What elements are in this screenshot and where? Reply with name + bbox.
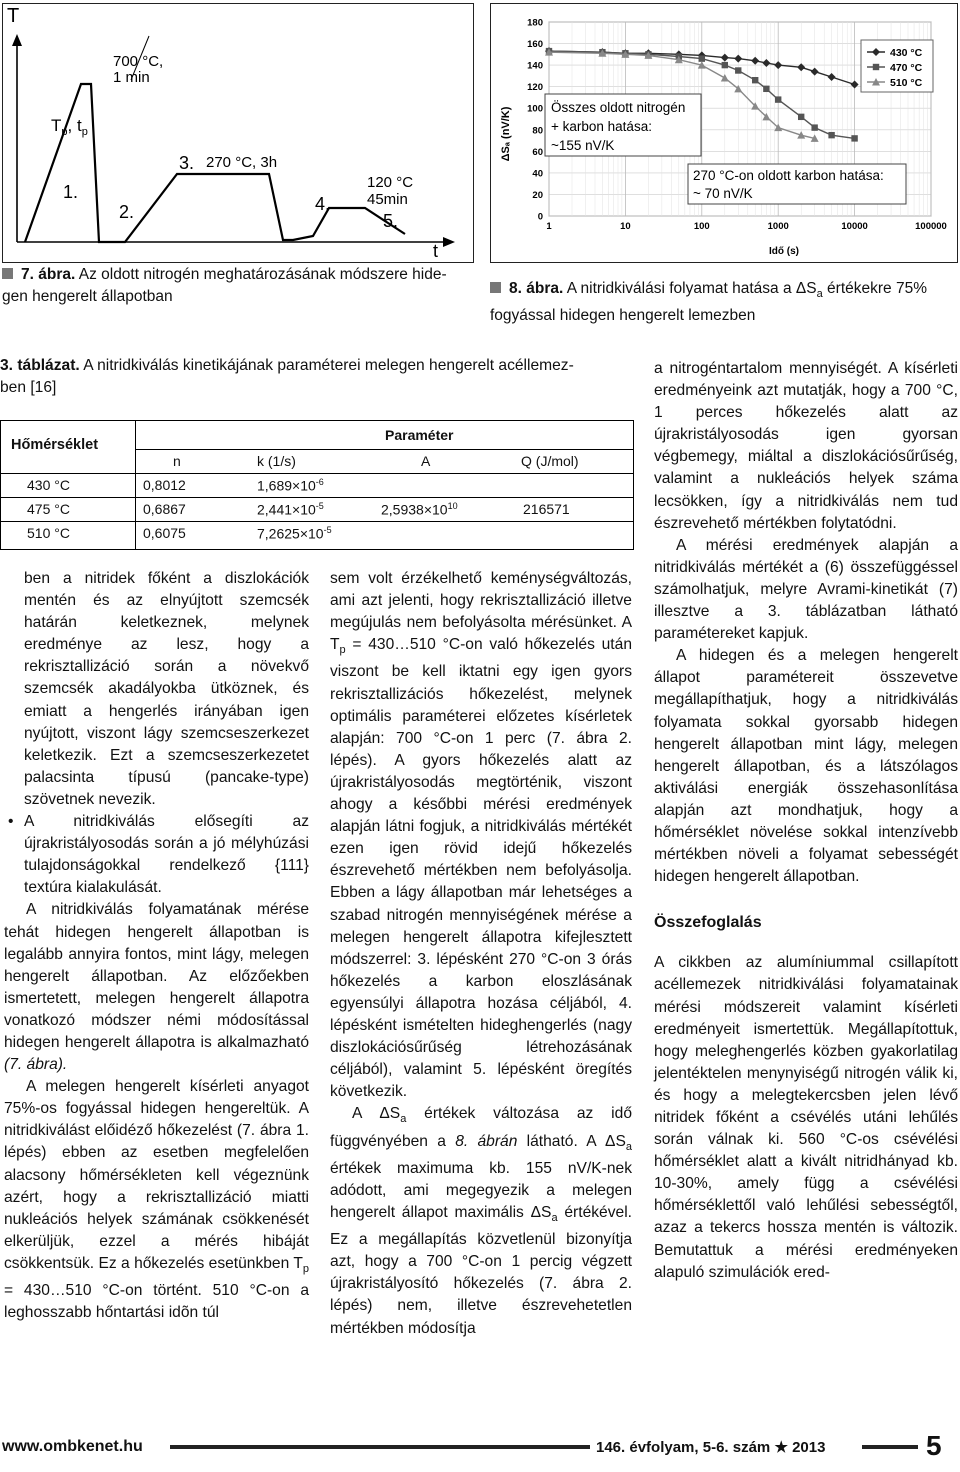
fig8-caption: 8. ábra. A nitridkiválási folyamat hatása a $\Delta S_a$ értékekre 75% fogyással hidegen hengerelt lemezben — [490, 280, 927, 325]
fig7-axis-x: t — [433, 241, 439, 261]
data-point — [775, 96, 781, 102]
footer-url: www.ombkenet.hu — [2, 1438, 143, 1455]
y-tick-label: 60 — [532, 146, 543, 158]
col3-p2: A mérési eredmények alapján a nitridkiválás mértékét a (6) összefüggéssel számolhatjuk, melyre Avrami-kinetikát (7) illesztve a 3. táblázatban látható paramétereket kapjuk. — [654, 536, 958, 643]
x-tick-label: 1000 — [767, 221, 789, 232]
data-point — [828, 132, 834, 138]
fig8-ylabel: ΔSₐ (nV/K) — [500, 106, 512, 162]
col3-p1: a nitrogéntartalom mennyiségét. A kísérleti eredményeink azt mutatják, hogy a 700 °C, 1 perces hőkezelés alatt az újrakristályosodás igen gyorsan végbemegy, miáltal a diszlokációsűrűség, valamint a nukleációs helyek száma lecsökken, így a nitridkiválás nem tud észrevehető mértékben folytatódni. — [654, 360, 958, 532]
fig7-label-tp: $T_p$, $t_p$ — [51, 116, 88, 138]
table-title: 3. táblázat. A nitridkiválás kinetikájának paraméterei melegen hengerelt acéllemez- ben [16] — [0, 357, 574, 396]
page-footer — [0, 1424, 960, 1472]
col-temp-header: Hőmérséklet — [11, 437, 99, 453]
y-tick-label: 160 — [527, 39, 543, 51]
data-point — [721, 74, 729, 82]
fig8-xlabel: Idő (s) — [769, 246, 799, 257]
col2-p2: A $\Delta S_a$ értékek változása az idő függvényében a 8. ábrán látható. A $\Delta S_a$ értékek maximuma kb. 155 nV/K-nek adódott, ami megegyezik a melegen hengerelt állapot maximális $\Delta S_a$ értékével. Ez a megállapítás közvetlenül bizonyítja azt, hogy a 700 °C-on 1 percig végzett újrakristályosító hőkezelés (7. ábra 2. lépés) nem, illetve észrevehetetlen mértékben módosítja — [330, 1105, 632, 1337]
legend-label: 430 °C — [890, 47, 923, 59]
fig8-chart — [491, 4, 957, 262]
y-tick-label: 0 — [537, 211, 543, 223]
section-heading: Összefoglalás — [654, 914, 762, 932]
x-tick-label: 100000 — [915, 221, 947, 232]
fig7-step1: 1. — [63, 182, 79, 202]
data-point — [751, 57, 759, 65]
fig8-ann1-l1: Összes oldott nitrogén — [551, 100, 686, 115]
fig7-step4: 4. — [315, 194, 331, 214]
col-n-header: n — [173, 453, 181, 469]
fig7-diagram — [3, 4, 473, 262]
footer-bar-left — [170, 1445, 590, 1449]
row-3-temp: 510 °C — [27, 525, 70, 541]
column-3 — [654, 358, 958, 1284]
data-point — [797, 63, 805, 71]
col1-p4: A melegen hengerelt kísérleti anyagot 75%-os fogyással hidegen hengereltük. A nitridkiválást előidéző hőkezelést (7. ábra 1. lépés) ebben az esetben megfelelően alacsony hőmérsékleten kell végeznünk azért, hogy a rekrisztallizáció miatti nukleációs helyek számának csökkenését elkerüljük, ezzel a mérés hibáját csökkentsük. Ez a hőkezelés esetünkben $T_p$ = 430…510 °C-on történt. 510 °C-on a leghosszabb hőntartási idõn túl — [4, 1078, 309, 1322]
data-point — [722, 62, 728, 68]
row-3-n: 0,6075 — [143, 525, 186, 541]
data-point — [811, 68, 819, 76]
col1-p1: ben a nitridek főként a diszlokációk mentén és az elnyújtott szemcsék határán keletkeznek, melynek eredménye az lesz, hogy a rekrisztallizáció során a növekvő szemcsék akadályokba ütköznek, és emiatt a hengerlés irányában igen nyújtott, viszont lágy szemcseszerkezet keletkezik. Ezt a szemcseszerkezetet palacsinta típusú (pancake-type) szövetnek nevezik. — [24, 570, 309, 808]
table-3 — [0, 420, 634, 550]
y-tick-label: 20 — [532, 189, 543, 201]
fig7-label-45min: 45min — [367, 191, 408, 208]
fig8-ann2-l2: ~ 70 nV/K — [693, 186, 753, 201]
fig7-step3: 3. — [179, 153, 195, 173]
data-point — [752, 77, 758, 83]
row-3-k: $7,2625\times 10^{-5}$ — [257, 525, 332, 542]
row-2-k: $2,441\times 10^{-5}$ — [257, 501, 324, 518]
data-point — [699, 55, 705, 61]
fig7-step5: 5. — [383, 211, 399, 231]
row-2-n: 0,6867 — [143, 501, 186, 517]
A-value: $2,5938\times 10^{10}$ — [381, 501, 458, 518]
legend-label: 510 °C — [890, 77, 923, 89]
fig8-ann1-l2: + karbon hatása: — [551, 119, 652, 134]
fig7-step2: 2. — [119, 202, 135, 222]
row-1-n: 0,8012 — [143, 477, 186, 493]
fig7-label-120: 120 °C — [367, 174, 414, 191]
data-point — [735, 67, 741, 73]
y-tick-label: 40 — [532, 168, 543, 180]
col3-p4: A cikkben az alumíniummal csillapított acéllemezek nitridkiválási folyamatainak mérési módszereit valamint kísérleti eredményeit ismertettük. Megállapítottuk, hogy meleghengerlés közben gyakorlatilag jelentéktelen menynyiségű nitrogén válik ki, és hogy a melegtekercsben jelen lévő nitridek főként a csévélés utáni lehűlés során válnak ki. 560 °C-os csévélési hőmérséklet alatt a kivált nitridhányad kb. 10-30%, amely függ a csévélési hőmérséklettől való lehűlési sebességtől, azaz a tekercs hossza mentén is változik. Bemutattuk a mérési eredményeken alapuló szimulációk ered- — [654, 954, 958, 1281]
data-point — [763, 86, 769, 92]
fig8-ann1-l3: ~155 nV/K — [551, 138, 615, 153]
x-tick-label: 100 — [693, 221, 710, 232]
y-tick-label: 140 — [527, 60, 543, 72]
figure-7 — [2, 3, 474, 263]
fig7-label-700: 700 °C, — [113, 53, 164, 70]
row-1-k: $1,689\times 10^{-6}$ — [257, 477, 324, 494]
data-point — [734, 55, 742, 63]
fig7-label-1min: 1 min — [113, 69, 150, 86]
y-tick-label: 80 — [532, 125, 543, 137]
footer-bar-right — [862, 1445, 918, 1449]
col-A-header: A — [421, 453, 431, 469]
data-point — [762, 59, 770, 67]
col3-p3: A hidegen és a melegen hengerelt állapot paramétereit összevetve megállapíthatjuk, hogy a nitridkiválás folyamata sokkal gyorsabb hidegen hengerelt állapotban mint lágy, melegen hengerelt állapotban, és a látszólagos aktiválási energiák összehasonlítása alapján azt mondhatjuk, hogy a hőmérséklet növelése sokkal intenzívebb mértékben növeli a folyamat sebességét hidegen hengerelt állapotban. — [654, 647, 958, 886]
fig7-axis-t: T — [7, 5, 20, 27]
caption-square-icon — [490, 282, 501, 293]
fig7-caption: 7. ábra. Az oldott nitrogén meghatározásának módszere hide- gen hengerelt állapotban — [2, 266, 447, 305]
star-icon: ★ — [774, 1439, 788, 1456]
col-Q-header: Q (J/mol) — [521, 453, 579, 469]
data-point — [798, 114, 804, 120]
fig7-step3-text: 270 °C, 3h — [206, 154, 278, 171]
legend-label: 470 °C — [890, 62, 923, 74]
y-tick-label: 100 — [527, 103, 543, 115]
row-1-temp: 430 °C — [27, 477, 70, 493]
Q-value: 216571 — [523, 501, 570, 517]
figure-8 — [490, 3, 958, 263]
footer-issue: 146. évfolyam, 5-6. szám ★ 2013 — [596, 1439, 826, 1456]
x-tick-label: 10000 — [841, 221, 868, 232]
data-point — [873, 64, 879, 70]
data-point — [721, 54, 729, 62]
data-point — [774, 61, 782, 69]
caption-square-icon — [2, 268, 13, 279]
y-tick-label: 180 — [527, 17, 543, 29]
x-tick-label: 10 — [620, 221, 631, 232]
data-point — [851, 81, 859, 89]
x-tick-label: 1 — [546, 221, 552, 232]
fig8-ann2-l1: 270 °C-on oldott karbon hatása: — [693, 168, 884, 183]
column-2 — [330, 568, 632, 1340]
col-param-header: Paraméter — [385, 427, 454, 443]
col1-bullet: • A nitridkiválás elősegíti az újrakristályosodás során a jó mélyhúzási tulajdonságokkal rendelkező {111} textúra kialakulását. — [8, 813, 309, 897]
col2-p1: sem volt érzékelhető keménységváltozás, ami azt jelenti, hogy rekrisztallizáció illetve megújulás nem befolyásolta mérésünket. A $T_p$ = 430…510 °C-on való hőkezelés után viszont be kell iktatni egy igen gyors rekrisztallizációs hőkezelést, melynek optimális paraméterei előzetes kísérletek alapján: 700 °C-on 1 perc (7. ábra 2. lépés). A gyors hőkezelés alatt az újrakristályosodás megtörténik, viszont ahogy a későbbi mérési eredmények alapján látni fogjuk, a nitridkiválás mértékét ezen igen rövid idejű hőkezelés észrevehető mértékben nem befolyásolja. Ebben a lágy állapotban már lehetséges a szabad nitrogén mennyiségének mérése a melegen hengerelt állapotra kifejlesztett módszerrel: 3. lépésként 270 °C-on 3 órás hőkezelés a karbon eloszlásának egyensúlyi állapotra hozása céljából, 4. lépésként ismételten hideghengerlés (nagy diszlokációsűrűség létrehozásának céljából), valamint 5. lépésként öregítés következik. — [330, 570, 632, 1101]
column-1 — [4, 568, 309, 1324]
col-k-header: k (1/s) — [257, 453, 296, 469]
col1-p3: A nitridkiválás folyamatának mérése tehát hidegen hengerelt állapotban is legalább annyira fontos, mint lágy, melegen hengerelt állapotban. Az előzőekben ismertetett, melegen hengerelt állapotra vonatkozó módszer némi módosítással hidegen hengerelt állapotra is alkalmazható (7. ábra). — [4, 901, 309, 1074]
row-2-temp: 475 °C — [27, 501, 70, 517]
data-point — [851, 135, 857, 141]
y-tick-label: 120 — [527, 82, 543, 94]
data-point — [811, 124, 817, 130]
page-number: 5 — [926, 1430, 942, 1461]
data-point — [828, 73, 836, 81]
